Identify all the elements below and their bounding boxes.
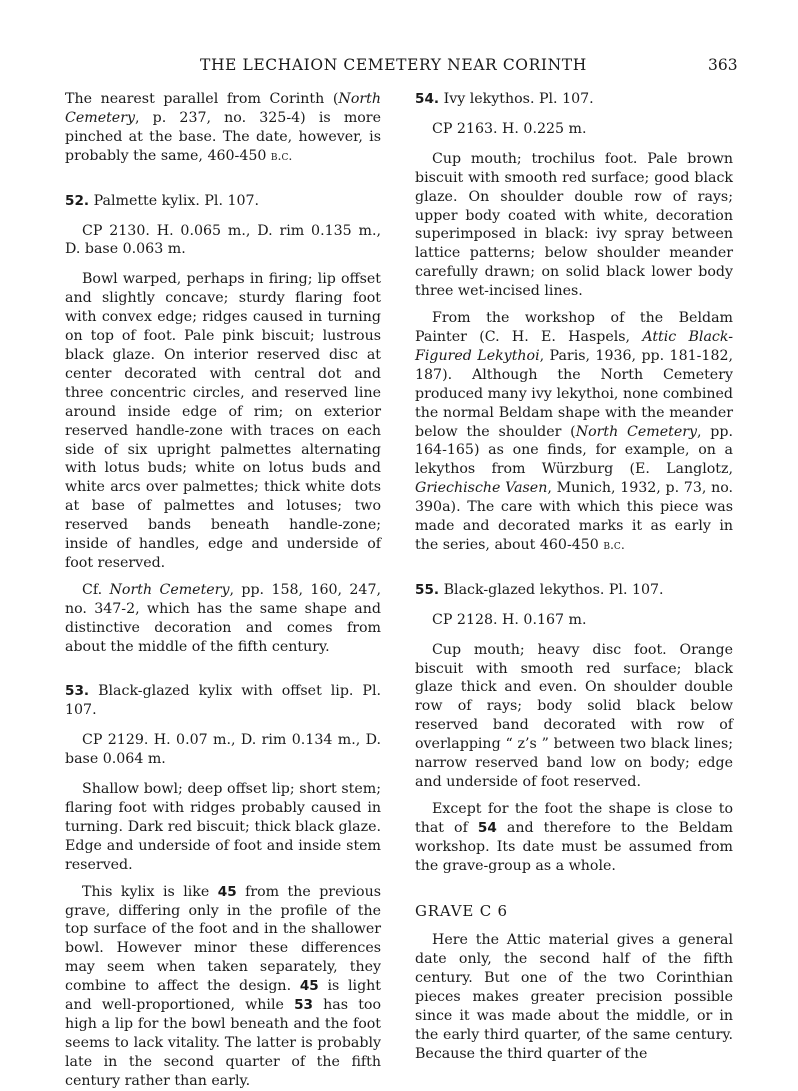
entry-55-description: Cup mouth; heavy disc foot. Orange biscuit with smooth red surface; black glaze thick and even. On shoulder double row of rays; body solid black below reserved band decorated with row of overlapping “ z’s ” between two black lines; narrow reserved band low on body; edge and underside of foot reserved. (415, 641, 733, 790)
carryover-paragraph: The nearest parallel from Corinth (North Cemetery, p. 237, no. 325-4) is more pinched at the base. The date, however, is probably the same, 460-450 b.c. (65, 91, 381, 164)
page-number: 363 (708, 56, 738, 74)
entry-52-description: Bowl warped, perhaps in firing; lip offset and slightly concave; sturdy flaring foot with convex edge; ridges caused in turning on top of foot. Pale pink biscuit; lustrous black glaze. On interior reserved disc at center decorated with central dot and three concentric circles, and reserved line around inside edge of rim; on exterior reserved handle-zone with traces on each side of six upright palmettes alternating with lotus buds; white on lotus buds and white arcs over palmettes; thick white dots at base of palmettes and lotuses; two reserved bands beneath handle-zone; inside of handles, edge and underside of foot reserved. (65, 271, 381, 571)
entry-55-comment: Except for the foot the shape is close to that of 54 and therefore to the Beldam workshop. Its date must be assumed from the grave-group as a whole. (415, 800, 733, 874)
entry-53-comment: This kylix is like 45 from the previous grave, differing only in the profile of the top surface of the foot and in the shallower bowl. However minor these differences may seem when taken separately, they combine to affect the design. 45 is light and well-proportioned, while 53 has too high a lip for the bowl beneath and the foot seems to lack vitality. The latter is probably late in the second quarter of the fifth century rather than early. (65, 883, 381, 1089)
grave-c6-heading: GRAVE C 6 (415, 901, 508, 920)
entry-55-heading: 55. Black-glazed lekythos. Pl. 107. (415, 581, 664, 598)
entry-52-catalog: CP 2130. H. 0.065 m., D. rim 0.135 m., D. base 0.063 m. (65, 222, 381, 258)
grave-c6-text: Here the Attic material gives a general date only, the second half of the fifth century. But one of the two Corinthian pieces makes greater precision possible since it was made about the middle, or in the early third quarter, of the same century. Because the third quarter of the (415, 932, 733, 1062)
entry-54-heading: 54. Ivy lekythos. Pl. 107. (415, 91, 594, 107)
entry-53-description: Shallow bowl; deep offset lip; short stem; flaring foot with ridges probably caused in turning. Dark red biscuit; thick black glaze. Edge and underside of foot and inside stem reserved. (65, 781, 381, 873)
entry-54-description: Cup mouth; trochilus foot. Pale brown biscuit with smooth red surface; good black glaze. On shoulder double row of rays; upper body coated with white, decoration superimposed in black: ivy spray between lattice patterns; below shoulder meander carefully drawn; on solid black lower body three wet-incised lines. (415, 150, 733, 300)
entry-54-catalog: CP 2163. H. 0.225 m. (432, 120, 587, 137)
left-column (65, 90, 381, 1091)
entry-52-heading: 52. Palmette kylix. Pl. 107. (65, 192, 260, 209)
entry-54-comment: From the workshop of the Beldam Painter (C. H. E. Haspels, Attic Black-Figured Lekythoi, Paris, 1936, pp. 181-182, 187). Although the North Cemetery produced many ivy lekythoi, none combined the normal Beldam shape with the meander below the shoulder (North Cemetery, pp. 164-165) as one finds, for example, on a lekythos from Würzburg (E. Langlotz, Griechische Vasen, Munich, 1932, p. 73, no. 390a). The care with which this piece was made and decorated marks it as early in the series, about 460-450 b.c. (415, 310, 734, 553)
entry-53-heading: 53. Black-glazed kylix with offset lip. Pl. 107. (65, 683, 381, 719)
entry-52-comment: Cf. North Cemetery, pp. 158, 160, 247, no. 347-2, which has the same shape and distinctive decoration and comes from about the middle of the fifth century. (65, 581, 381, 655)
entry-55-catalog: CP 2128. H. 0.167 m. (432, 611, 587, 628)
running-head-title: THE LECHAION CEMETERY NEAR CORINTH (200, 56, 587, 74)
right-column (415, 90, 733, 1064)
entry-53-catalog: CP 2129. H. 0.07 m., D. rim 0.134 m., D. base 0.064 m. (65, 732, 381, 768)
